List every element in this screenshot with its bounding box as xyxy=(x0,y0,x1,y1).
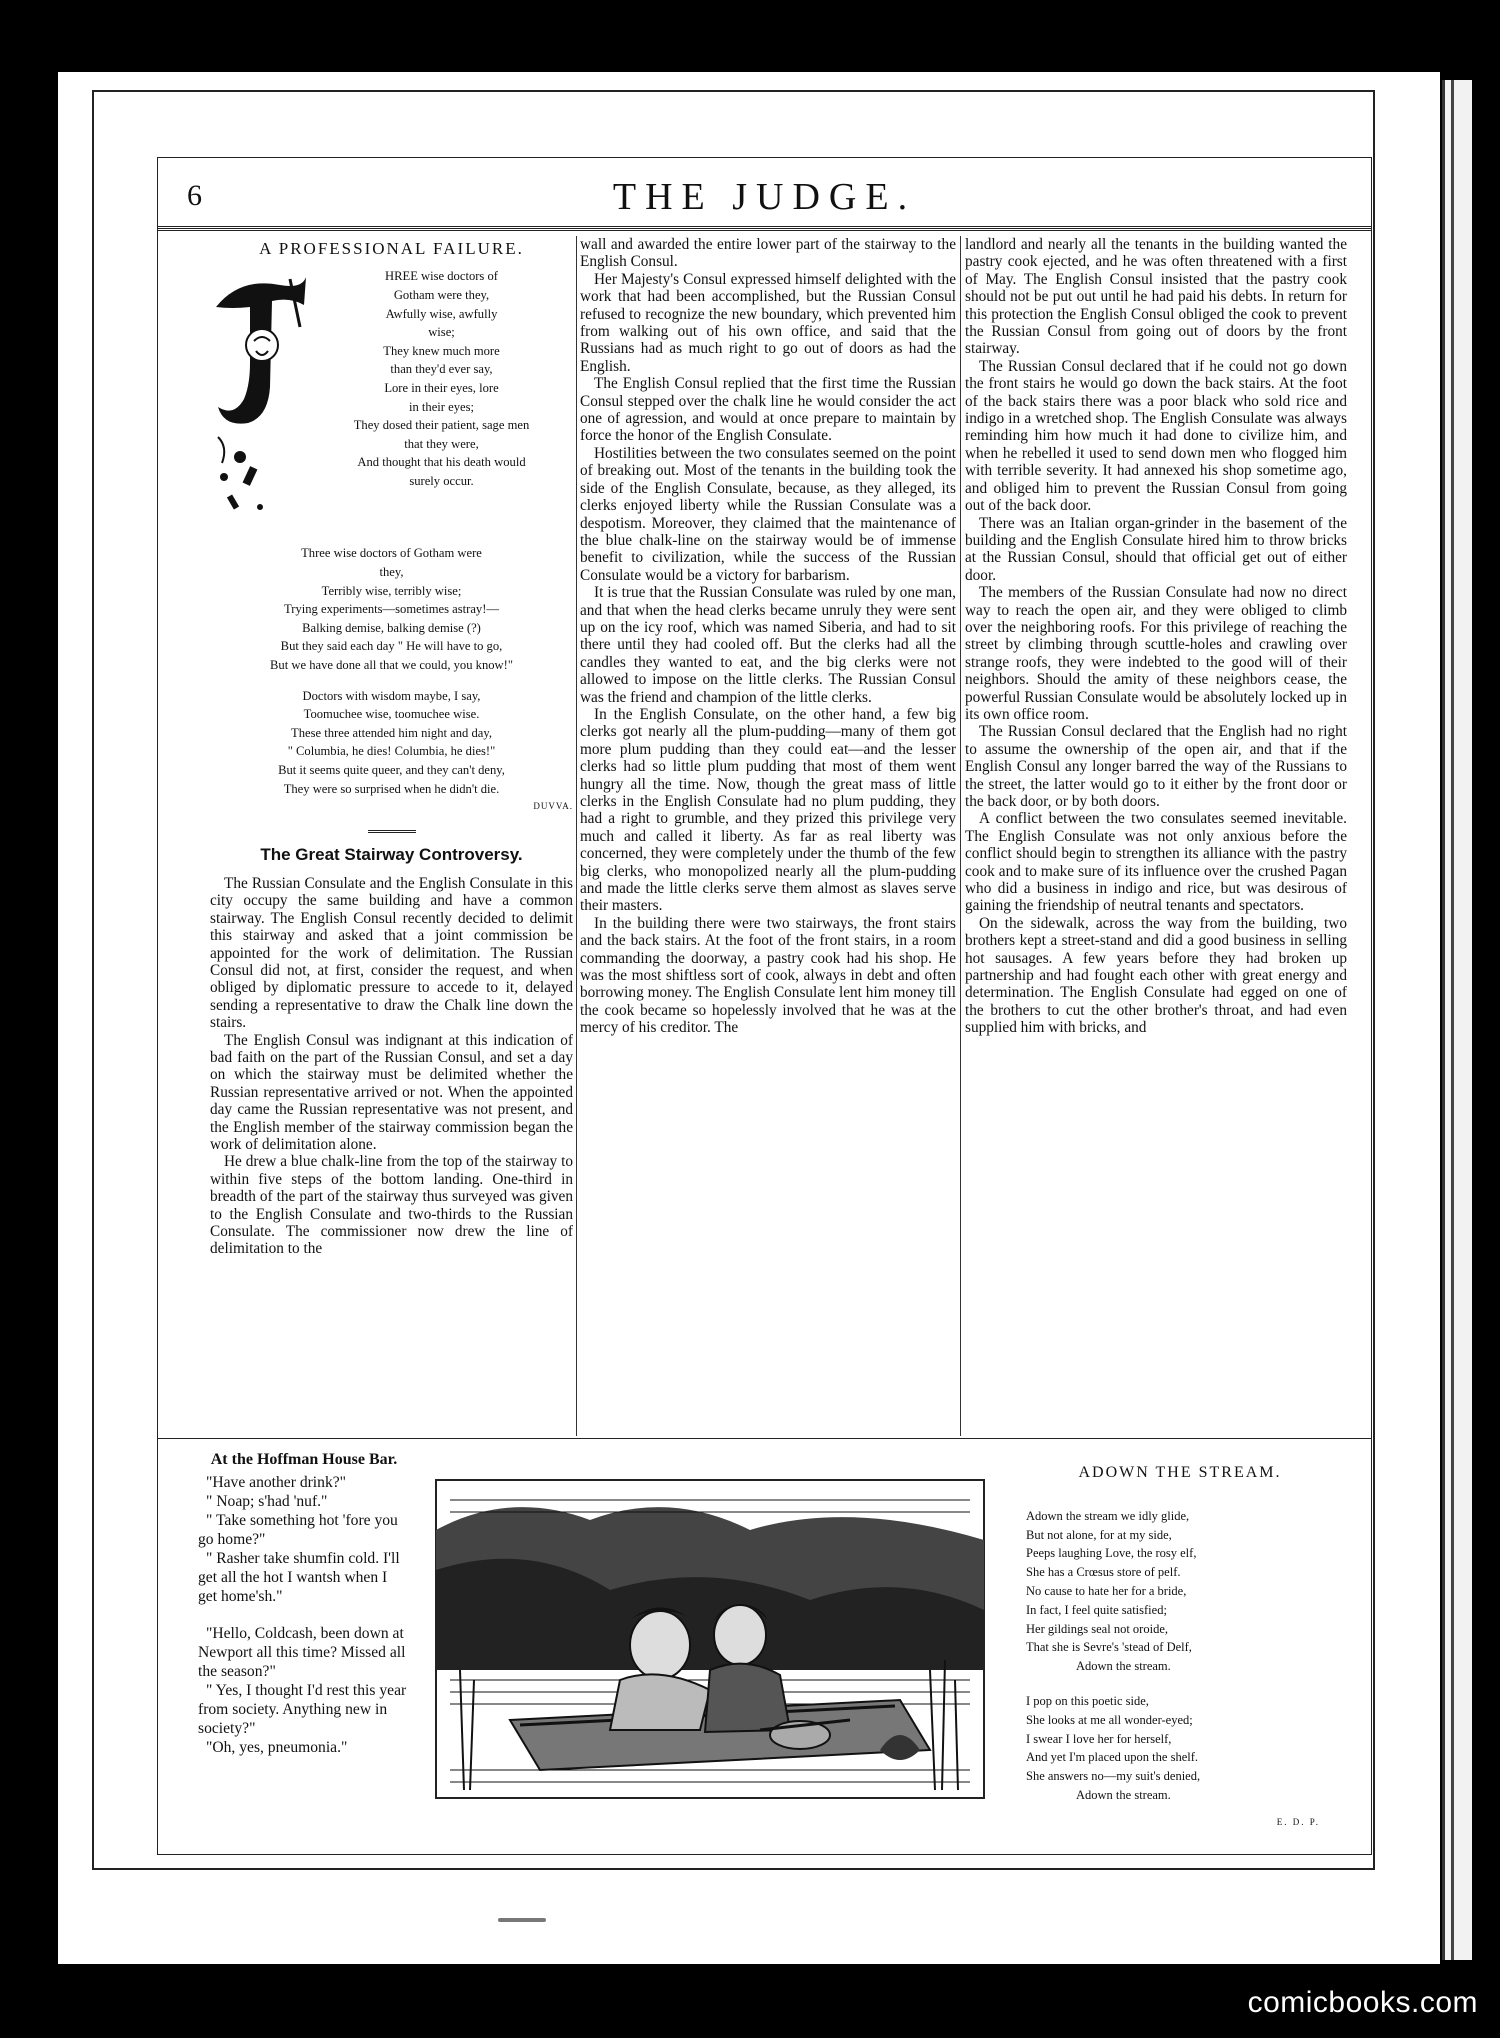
poem-line: I pop on this poetic side, xyxy=(1026,1693,1149,1708)
poem-line: Doctors with wisdom maybe, I say, xyxy=(302,688,481,703)
poem-title: A PROFESSIONAL FAILURE. xyxy=(259,239,524,258)
poem-line: Three wise doctors of Gotham were xyxy=(301,546,482,561)
poem-title: ADOWN THE STREAM. xyxy=(1078,1464,1282,1481)
article-paragraph: wall and awarded the entire lower part of the stairway to the English Consul. xyxy=(580,236,956,271)
column-rule xyxy=(576,236,577,1436)
poem-line: surely occur. xyxy=(409,473,474,488)
adjacent-page-edge xyxy=(1442,80,1472,1960)
article-paragraph: The Russian Consulate and the English Consulate in this city occupy the same building and have a common stairway. The English Consul recently decided to delimit this stairway and asked that a joint commission be appointed for the work of delimitation. The Russian Consul did not, at first, consider the request, and when obliged by diplomatic pressure to accede to it, delayed sending a representative to draw the Chalk line down the stairs. xyxy=(210,874,573,1032)
poem-line: And yet I'm placed upon the shelf. xyxy=(1026,1750,1198,1765)
poem-stanza xyxy=(210,544,573,674)
dialogue-line: " Yes, I thought I'd rest this year from society. Anything new in society?" xyxy=(198,1682,407,1737)
poem-line: Terribly wise, terribly wise; xyxy=(321,583,462,598)
poem-refrain: Adown the stream. xyxy=(1076,1659,1171,1674)
poem-line: She answers no—my suit's denied, xyxy=(1026,1769,1201,1784)
masthead: THE JUDGE. xyxy=(612,176,917,218)
hoffman-house-piece xyxy=(198,1450,410,1757)
poem-stanza xyxy=(1020,1507,1340,1676)
poem-stanza xyxy=(210,687,573,799)
poem-line: Adown the stream we idly glide, xyxy=(1026,1508,1190,1523)
poem-stanza xyxy=(1020,1692,1340,1805)
header-rule xyxy=(157,226,1372,231)
poem-line: Her gildings seal not oroide, xyxy=(1026,1621,1168,1636)
poem-line: But we have done all that we could, you know!" xyxy=(270,657,513,672)
poem-line: She has a Crœsus store of pelf. xyxy=(1026,1565,1181,1580)
poem-line: Trying experiments—sometimes astray!— xyxy=(284,602,499,617)
poem-line: " Columbia, he dies! Columbia, he dies!" xyxy=(287,744,496,759)
poem-line: Awfully wise, awfully xyxy=(385,306,498,321)
column-rule xyxy=(960,236,961,1436)
piece-title: At the Hoffman House Bar. xyxy=(210,1451,398,1468)
poem-line: Gotham were they, xyxy=(393,288,490,302)
article-paragraph: The Russian Consul declared that if he could not go down the front stairs he would go down the back stairs. At the foot of the back stairs there was a poor black who sold rice and indigo in a wretched shop. The English Consulate was always reminding him how much it had done to civilize him, and when he rebelled it used to send down men who flogged him with terrible severity. It had annexed his shop sometime ago, and obliged him to prevent the Russian Consul from going out of the back door. xyxy=(965,357,1347,515)
poem-line: in their eyes; xyxy=(408,399,475,414)
page-number: 6 xyxy=(187,179,202,212)
column-3 xyxy=(965,236,1347,1436)
dialogue-line: " Take something hot 'fore you go home?" xyxy=(198,1512,398,1548)
poem-line: that they were, xyxy=(404,436,479,451)
article-paragraph: The English Consul replied that the first time the Russian Consul stepped over the chalk line he would consider the act one of agression, and would at once prepare to maintain by force the honor of the English Consulate. xyxy=(580,375,956,445)
poem-line: In fact, I feel quite satisfied; xyxy=(1026,1602,1167,1617)
dialogue-line: "Oh, yes, pneumonia." xyxy=(206,1739,348,1756)
poem-line: She looks at me all wonder-eyed; xyxy=(1026,1712,1193,1727)
adown-the-stream-poem xyxy=(1020,1456,1340,1832)
poem-line: These three attended him night and day, xyxy=(291,725,492,740)
article-paragraph: It is true that the Russian Consulate was ruled by one man, and that when the head clerks became unruly they were sent up on the icy roof, which was named Siberia, and had to sit there until they had cooled off. But the clerks had all the candles they wanted to eat, and the big clerks were not allowed to impose on the little clerks. The Russian Consul was the friend and champion of the little clerks. xyxy=(580,584,956,706)
dialogue-line: "Have another drink?" xyxy=(206,1474,347,1491)
poem-refrain: Adown the stream. xyxy=(1076,1787,1171,1802)
page-header xyxy=(157,175,1372,225)
dialogue-line: " Noap; s'had 'nuf." xyxy=(206,1493,328,1510)
poem-line: No cause to hate her for a bride, xyxy=(1026,1583,1187,1598)
column-1 xyxy=(210,236,573,1436)
poem-signature: E. D. P. xyxy=(1276,1816,1320,1827)
article-paragraph: There was an Italian organ-grinder in the basement of the building and the English Consulate hired him to throw bricks at the Russian Consul, should that official get out of either door. xyxy=(965,514,1347,584)
poem-stanza xyxy=(210,267,573,490)
article-paragraph: He drew a blue chalk-line from the top of the stairway to within five steps of the bottom landing. One-third in breadth of the part of the stairway thus surveyed was given to the English Consulate and two-thirds to the Russian Consulate. The commissioner now drew the line of delimitation to the xyxy=(210,1153,573,1258)
poem-line: They knew much more xyxy=(383,343,500,358)
poem-line: I swear I love her for herself, xyxy=(1026,1731,1172,1746)
poem-signature: DUVVA. xyxy=(533,801,573,812)
section-divider xyxy=(368,830,416,834)
site-watermark: comicbooks.com xyxy=(1247,1986,1478,2019)
bottom-section-rule xyxy=(157,1438,1372,1439)
article-paragraph: The members of the Russian Consulate had now no direct way to reach the open air, and they were obliged to climb over the neighboring roofs. For this privilege of reaching the street by climbing through scuttle-holes and crawling over strange roofs, they were indebted to the good will of their neighbors. Should the amity of these neighbors cease, the powerful Russian Consulate would be absolutely locked up in its own office room. xyxy=(965,584,1347,723)
poem-line: But it seems quite queer, and they can't deny, xyxy=(278,762,505,777)
poem-line: They were so surprised when he didn't die. xyxy=(283,781,500,796)
article-paragraph: On the sidewalk, across the way from the building, two brothers kept a street-stand and did a good business in selling hot sausages. A few years before they had broken up partnership and had fought each other with great energy and determination. The English Consulate had egged on one of the brothers to cut the other brother's throat, and had even supplied him with bricks, and xyxy=(965,914,1347,1037)
article-paragraph: In the building there were two stairways, the front stairs and the back stairs. At the foot of the front stairs, in a room commanding the doorway, a pastry cook had his shop. He was the most shiftless sort of cook, always in debt and often borrowing money. The English Consulate lent him money till the cook became so hopelessly involved that he was at the mercy of his creditor. The xyxy=(580,914,956,1037)
poem-line: Toomuchee wise, toomuchee wise. xyxy=(303,707,480,722)
poem-line: than they'd ever say, xyxy=(390,362,493,377)
article-paragraph: A conflict between the two consulates seemed inevitable. The English Consulate was not only anxious before the conflict should begin to strengthen its alliance with the pastry cook and to make sure of its influence over the crushed Pagan who did a business in indigo and rice, but was desirous of gaining the friendship of neutral tenants and spectators. xyxy=(965,810,1347,915)
poem-line: Balking demise, balking demise (?) xyxy=(302,620,481,635)
poem-line: Lore in their eyes, lore xyxy=(384,380,499,395)
poem-line: But not alone, for at my side, xyxy=(1026,1527,1172,1542)
poem-opening xyxy=(210,267,573,532)
column-2 xyxy=(580,236,956,1436)
poem-line: Peeps laughing Love, the rosy elf, xyxy=(1026,1546,1197,1561)
poem-line: They dosed their patient, sage men xyxy=(353,418,530,433)
poem-line: HREE wise doctors of xyxy=(385,269,498,284)
poem-line: But they said each day " He will have to go, xyxy=(280,639,503,654)
poem-line: That she is Sevre's 'stead of Delf, xyxy=(1026,1640,1192,1655)
article-paragraph: Her Majesty's Consul expressed himself delighted with the work that had been accomplished, but the Russian Consul refused to recognize the new boundary, which prevented him from walking out of his own office, and said that the Russians had as much right to go out of doors as had the English. xyxy=(580,270,956,375)
poem-line: And thought that his death would xyxy=(357,455,526,470)
boating-couple-illustration xyxy=(430,1470,990,1805)
dialogue-line: " Rasher take shumfin cold. I'll get all the hot I wantsh when I get home'sh." xyxy=(198,1550,400,1605)
scan-smudge xyxy=(498,1918,546,1922)
article-paragraph: The English Consul was indignant at this indication of bad faith on the part of the Russian Consul, and set a day on which the stairway must be delimited whether the Russian representative arrived or not. When the appointed day came the Russian representative was not present, and the English member of the stairway commission began the work of delimitation alone. xyxy=(210,1031,573,1154)
poem-line: wise; xyxy=(428,325,455,340)
article-paragraph: The Russian Consul declared that the English had no right to assume the ownership of the open air, and that if the English Consul any longer barred the way of the Russians to the street, the latter would go to it either by the front door or the back door, or by both doors. xyxy=(965,723,1347,810)
poem-line: they, xyxy=(379,565,404,579)
article-paragraph: landlord and nearly all the tenants in the building wanted the pastry cook ejected, and he was often threatened with a first of May. The English Consul insisted that the pastry cook should not be put out until he had paid his debts. In return for this protection the English Consul obliged the cook to prevent the Russian Consul from going out of doors by the front stairway. xyxy=(965,236,1347,358)
article-title: The Great Stairway Controversy. xyxy=(260,844,523,864)
article-paragraph: In the English Consulate, on the other hand, a few big clerks got nearly all the plum-pudding—many of them got more plum pudding than they could eat—and the lesser clerks had so little plum pudding that most of them went hungry all the time. Now, though the great mass of little clerks in the English Consulate had no plum pudding, they had a right to grumble, and they prized this privilege very much and called it liberty. As far as real liberty was concerned, they were completely under the thumb of the few big clerks, who monopolized nearly all the plum-pudding and made the little clerks serve them almost as slaves serve their masters. xyxy=(580,705,956,915)
dialogue-line: "Hello, Coldcash, been down at Newport all this time? Missed all the season?" xyxy=(198,1625,406,1680)
article-paragraph: Hostilities between the two consulates seemed on the point of breaking out. Most of the tenants in the building took the side of the English Consulate, because, as they alleged, its clerks enjoyed liberty while the Russian Consulate was a despotism. Moreover, they claimed that the maintenance of the blue chalk-line on the stairway would be of immense benefit to civilization, while the success of the Russian Consulate would be a victory for barbarism. xyxy=(580,444,956,584)
